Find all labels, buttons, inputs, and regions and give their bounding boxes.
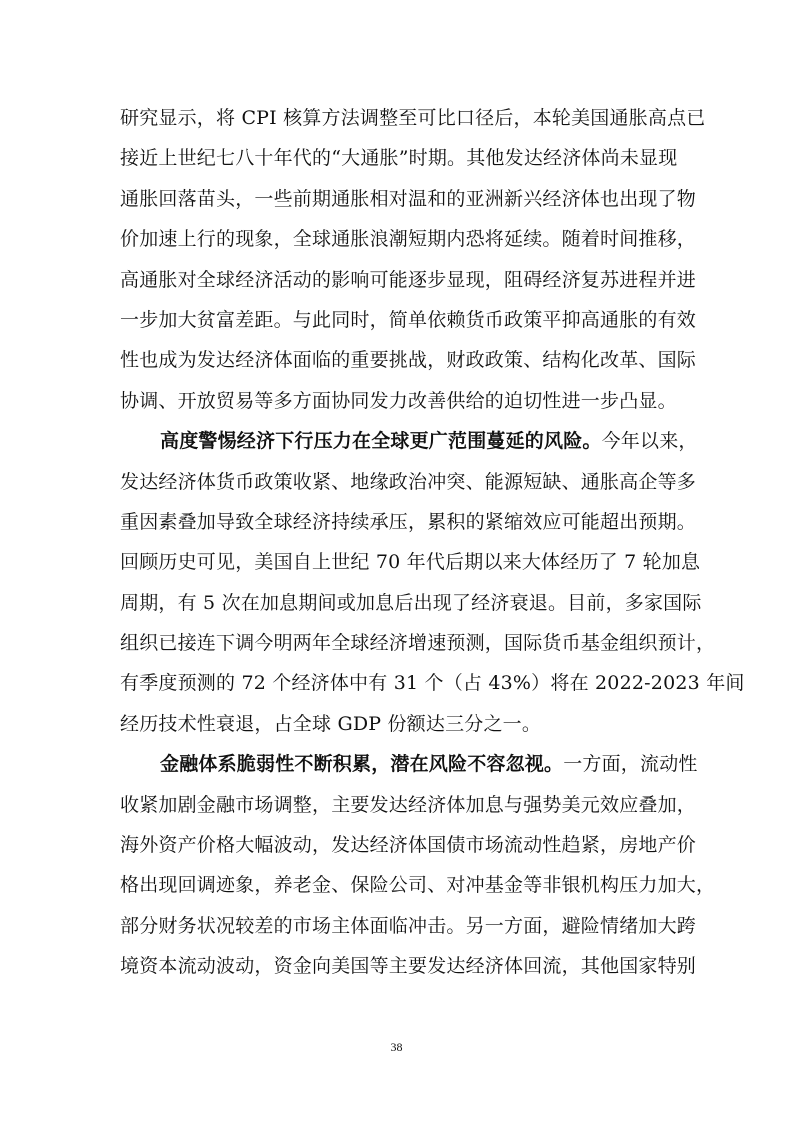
text-segment: 格出现回调迹象，养老金、保险公司、对冲基金等非银机构压力加大， <box>120 874 716 897</box>
text-segment: 一方面，流动性 <box>563 753 698 776</box>
page-number: 38 <box>390 1040 403 1054</box>
body-text <box>120 98 745 987</box>
text-line <box>120 946 697 986</box>
paragraph <box>120 98 706 421</box>
text-segment: 组织已接连下调今明两年全球经济增速预测，国际货币基金组织预计， <box>120 632 716 655</box>
text-segment: 境资本流动波动，资金向美国等主要发达经济体回流，其他国家特别 <box>120 955 697 978</box>
text-line <box>120 340 697 380</box>
text-segment: 有季度预测的 72 个经济体中有 31 个（占 43%）将在 2022-2023 年间 <box>120 672 745 695</box>
text-line <box>120 462 697 502</box>
text-line <box>120 663 745 703</box>
text-line <box>120 825 697 865</box>
text-segment: 周期，有 5 次在加息期间或加息后出现了经济衰退。目前，多家国际 <box>120 591 702 614</box>
text-segment: 研究显示，将 CPI 核算方法调整至可比口径后，本轮美国通胀高点已 <box>120 107 706 129</box>
bold-heading-text: 金融体系脆弱性不断积累，潜在风险不容忽视。 <box>160 753 564 776</box>
text-line <box>120 300 697 340</box>
text-segment: 经历技术性衰退，占全球 GDP 份额达三分之一。 <box>120 712 542 735</box>
text-segment: 部分财务状况较差的市场主体面临冲击。另一方面，避险情绪加大跨 <box>120 914 697 937</box>
text-line <box>120 542 701 582</box>
text-line <box>120 381 680 421</box>
text-line <box>120 744 698 784</box>
text-line <box>120 865 716 905</box>
text-line <box>120 906 697 946</box>
text-segment: 协调、开放贸易等多方面协同发力改善供给的迫切性进一步凸显。 <box>120 389 677 412</box>
text-segment: 海外资产价格大幅波动，发达经济体国债市场流动性趋紧，房地产价 <box>120 834 697 857</box>
text-segment: 回顾历史可见，美国自上世纪 70 年代后期以来大体经历了 7 轮加息 <box>120 551 701 574</box>
text-line <box>120 179 697 219</box>
text-segment: 高通胀对全球经济活动的影响可能逐步显现，阻碍经济复苏进程并进 <box>120 268 697 291</box>
text-segment: 价加速上行的现象，全球通胀浪潮短期内恐将延续。随着时间推移， <box>120 228 697 251</box>
text-line <box>120 98 706 138</box>
text-segment: 通胀回落苗头，一些前期通胀相对温和的亚洲新兴经济体也出现了物 <box>120 187 697 210</box>
text-segment: 接近上世纪七八十年代的“大通胀”时期。其他发达经济体尚未显现 <box>120 147 678 170</box>
text-line <box>120 704 680 744</box>
text-line <box>120 502 697 542</box>
text-line <box>120 421 698 461</box>
text-line <box>120 623 716 663</box>
text-segment: 一步加大贫富差距。与此同时，简单依赖货币政策平抑高通胀的有效 <box>120 308 697 331</box>
text-line <box>120 260 697 300</box>
text-segment: 性也成为发达经济体面临的重要挑战，财政政策、结构化改革、国际 <box>120 349 697 372</box>
text-line <box>120 219 697 259</box>
text-line <box>120 583 702 623</box>
text-segment: 发达经济体货币政策收紧、地缘政治冲突、能源短缺、通胀高企等多 <box>120 470 697 493</box>
text-segment: 收紧加剧金融市场调整，主要发达经济体加息与强势美元效应叠加， <box>120 793 697 816</box>
text-line <box>120 138 680 178</box>
text-line <box>120 785 697 825</box>
text-segment: 重因素叠加导致全球经济持续承压，累积的紧缩效应可能超出预期。 <box>120 510 697 533</box>
bold-heading-text: 高度警惕经济下行压力在全球更广范围蔓延的风险。 <box>160 430 602 453</box>
paragraph <box>120 421 745 744</box>
paragraph <box>120 744 716 986</box>
text-segment: 今年以来， <box>601 430 698 453</box>
